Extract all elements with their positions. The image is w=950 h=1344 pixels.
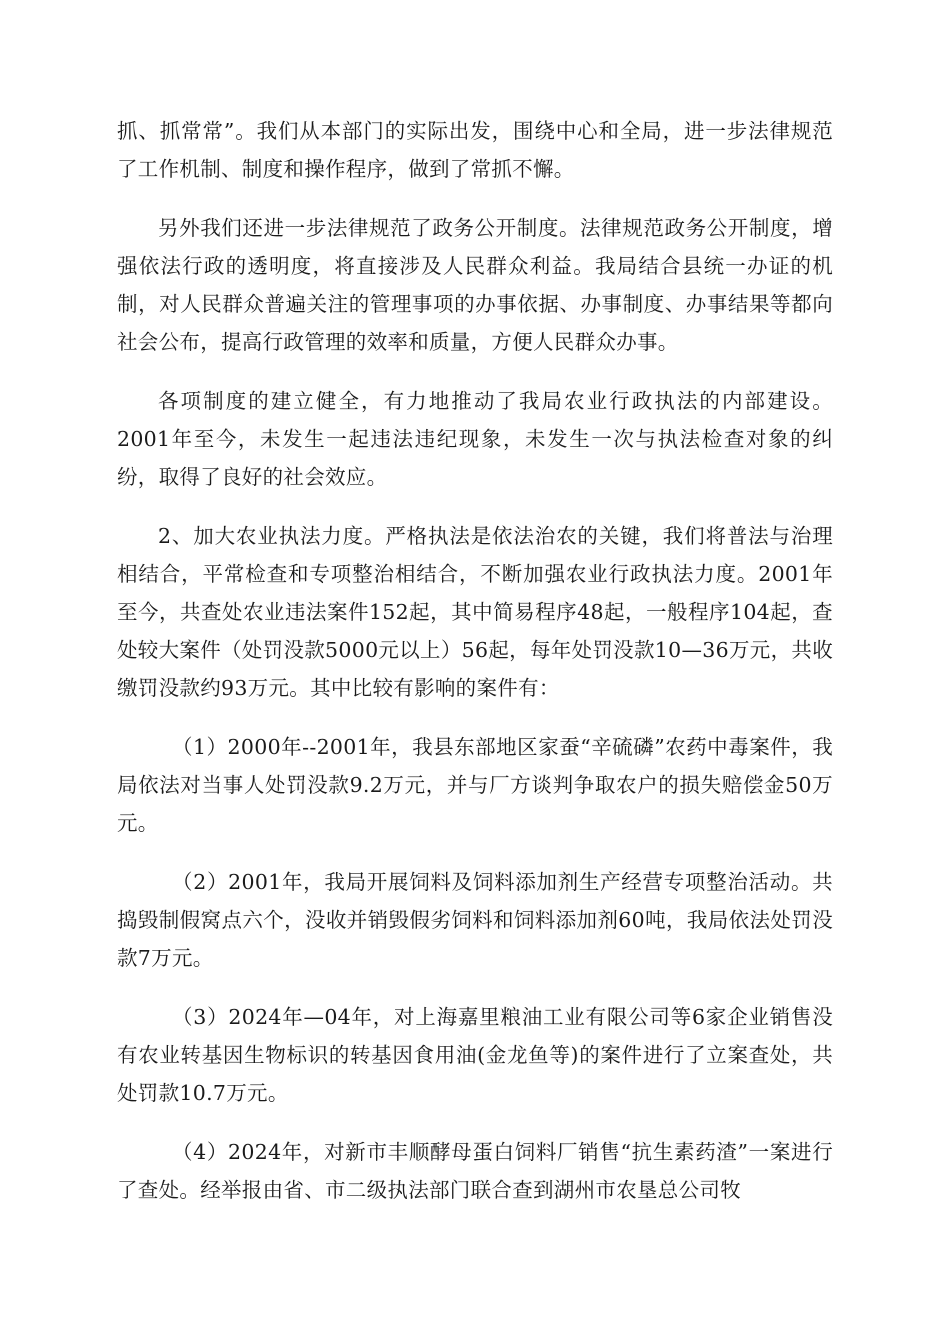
paragraph-enforcement: 2、加大农业执法力度。严格执法是依法治农的关键，我们将普法与治理相结合，平常检查和专项整治相结合，不断加强农业行政执法力度。2001年至今，共查处农业违法案件152起，其中简易程序48起，一般程序104起，查处较大案件（处罚没款5000元以上）56起，每年处罚没款10—36万元，共收缴罚没款约93万元。其中比较有影响的案件有：: [117, 524, 833, 700]
document-body: [117, 112, 833, 1209]
paragraph-case-3: （3）2024年—04年，对上海嘉里粮油工业有限公司等6家企业销售没有农业转基因生物标识的转基因食用油(金龙鱼等)的案件进行了立案查处，共处罚款10.7万元。: [117, 1005, 833, 1105]
paragraph-case-4: （4）2024年，对新市丰顺酵母蛋白饲料厂销售“抗生素药渣”一案进行了查处。经举报由省、市二级执法部门联合查到湖州市农垦总公司牧: [117, 1140, 833, 1202]
paragraph-case-2: （2）2001年，我局开展饲料及饲料添加剂生产经营专项整治活动。共捣毁制假窝点六个，没收并销毁假劣饲料和饲料添加剂60吨，我局依法处罚没款7万元。: [117, 870, 833, 970]
paragraph-government-affairs: 另外我们还进一步法律规范了政务公开制度。法律规范政务公开制度，增强依法行政的透明度，将直接涉及人民群众利益。我局结合县统一办证的机制，对人民群众普遍关注的管理事项的办事依据、办事制度、办事结果等都向社会公布，提高行政管理的效率和质量，方便人民群众办事。: [117, 216, 833, 354]
paragraph-case-1: （1）2000年--2001年，我县东部地区家蚕“辛硫磷”农药中毒案件，我局依法对当事人处罚没款9.2万元，并与厂方谈判争取农户的损失赔偿金50万元。: [117, 735, 833, 835]
paragraph-continuation: 抓、抓常常”。我们从本部门的实际出发，围绕中心和全局，进一步法律规范了工作机制、制度和操作程序，做到了常抓不懈。: [117, 119, 833, 181]
paragraph-system-building: 各项制度的建立健全，有力地推动了我局农业行政执法的内部建设。2001年至今，未发生一起违法违纪现象，未发生一次与执法检查对象的纠纷，取得了良好的社会效应。: [117, 389, 833, 489]
